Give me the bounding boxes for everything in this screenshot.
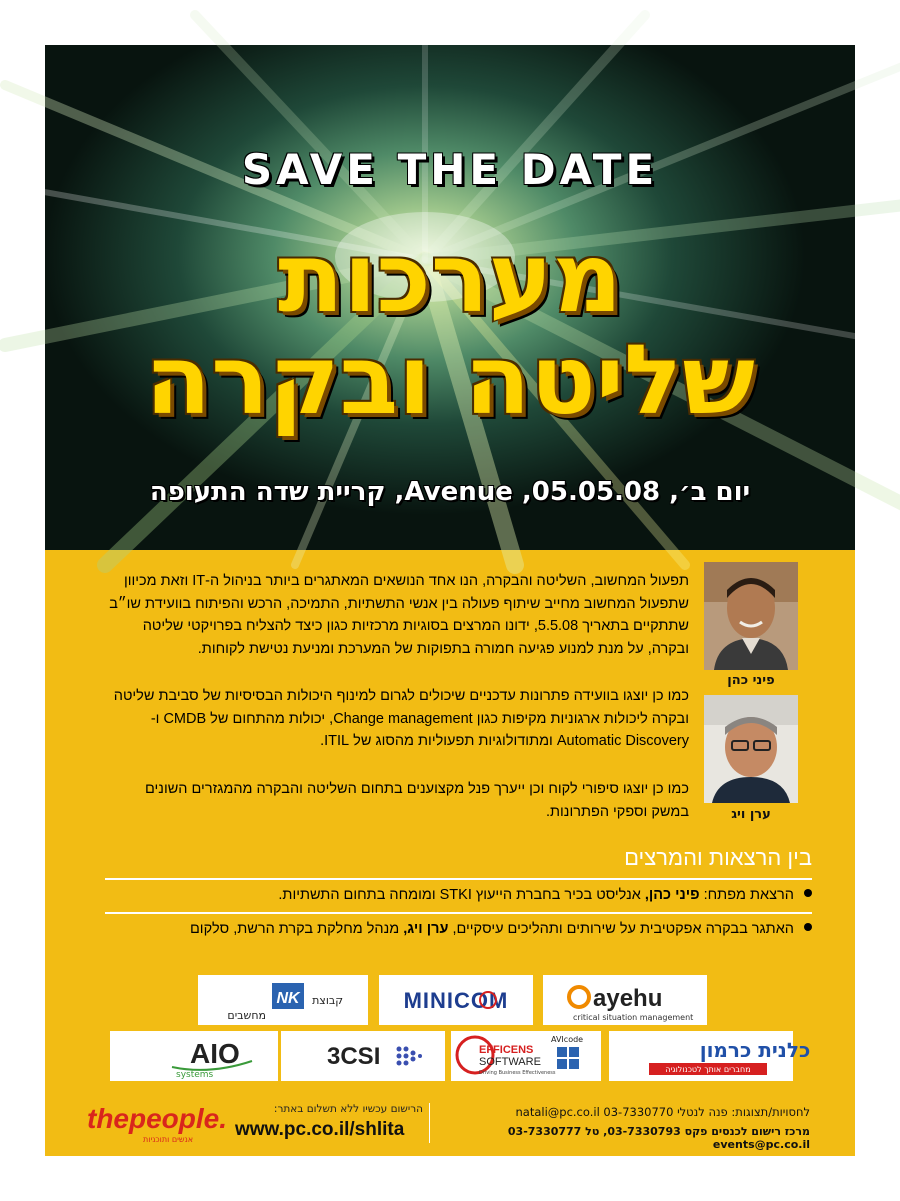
- save-the-date-kicker: SAVE THE DATE: [241, 145, 659, 194]
- efficens-logo-top: EFFICENS: [479, 1044, 534, 1056]
- speaker-name-pini: פיני כהן: [727, 673, 775, 688]
- nk-logo-mark: NK: [276, 990, 300, 1007]
- bullet-icon: [804, 923, 812, 931]
- sponsor-logo-nk: [198, 975, 368, 1025]
- event-title-line2: שליטה ובקרה: [145, 324, 755, 436]
- footer: [45, 1093, 855, 1156]
- avicode-logo-text: AVIcode: [551, 1035, 584, 1044]
- speaker-photo-pini: [704, 562, 798, 670]
- nk-logo-text2: מחשבים: [227, 1009, 266, 1022]
- ayehu-tagline: critical situation management: [573, 1013, 694, 1022]
- sponsor-logo-calanit-carmon: [609, 1031, 811, 1081]
- sponsor-logo-ayehu: [543, 975, 707, 1025]
- event-title-line1: מערכות: [277, 222, 623, 334]
- lecture-lead: האתגר בבקרה אפקטיבית על שירותים ותהליכים עיסקיים,: [448, 921, 794, 937]
- sponsor-logo-3csi: [281, 1031, 445, 1081]
- lecturer-name: פיני כהן,: [644, 887, 700, 903]
- lecture-lead: הרצאת מפתח:: [699, 887, 794, 903]
- footer-divider: [429, 1103, 430, 1143]
- speaker-photo-eran: [704, 695, 798, 803]
- minicom-logo-text: MINICOM: [403, 988, 509, 1013]
- bullet-icon: [804, 889, 812, 897]
- sponsorship-contact: לחסויות/תצוגות: פנה לנטלי 03-7330770 natali@pc.co.il: [515, 1105, 810, 1119]
- registration-note: הרישום עכשיו ללא תשלום באתר:: [273, 1103, 423, 1115]
- nk-logo-text: קבוצת: [312, 994, 343, 1007]
- intro-paragraph: תפעול המחשוב, השליטה והבקרה, הנו אחד הנושאים המאתגרים ביותר בניהול ה-IT וזאת מכיוון שתפעול המחשוב מחייב שיתוף פעולה בין אנשי התשתיות, התמיכה, הרכש והפיתוח בוועידת שו״ב שתתקיים בתאריך 5.5.08, ידונו המרצים בסוגיות מרכזיות כגון כיצד להצליח בפרויקטי שליטה ובקרה, על מנת למנוע פגיעה חמורה בתפוקות של המערכת ומניעת נטישת לקוחות.: [109, 573, 689, 657]
- efficens-tagline: Driving Business Effectiveness: [479, 1070, 556, 1076]
- 3csi-logo-text: 3CSI: [327, 1043, 381, 1070]
- poster: [45, 45, 855, 1156]
- registration-contact: מרכז רישום לכנסים פקס 03-7330793, טל 03-7330777 events@pc.co.il: [507, 1125, 810, 1151]
- solutions-paragraph: כמו כן יוצגו בוועידה פתרונות עדכניים שיכולים לגרום למינוף היכולות הבסיסיות של סביבת שליטה ובקרה ליכולות ארגוניות מקיפות כגון Change management, יכולות מהתחום של CMDB ו- Automatic Discovery ומתודולוגיות תפעוליות מהסוג של ITIL.: [113, 688, 689, 749]
- sponsor-logo-aio: [110, 1031, 278, 1081]
- lecture-item: [105, 921, 812, 937]
- event-date-location: יום ב׳, 05.05.08, Avenue, קריית שדה התעופה: [149, 477, 751, 507]
- thepeople-logo-sub: אנשים ותוכניות: [143, 1135, 194, 1144]
- lecture-rest: מנהל מחלקת בקרת הרשת, סלקום: [189, 921, 404, 937]
- aio-logo-sub: systems: [176, 1070, 214, 1080]
- lecture-rest: אנליסט בכיר בחברת הייעוץ STKI ומומחה בתחום התשתיות.: [278, 887, 645, 903]
- calanit-logo-sub: מחברים אותך לטכנולוגיה: [665, 1065, 751, 1074]
- sponsor-logo-efficens-avicode: [451, 1031, 601, 1081]
- speaker-name-eran: ערן ויג: [731, 807, 771, 822]
- divider: [105, 878, 812, 880]
- sponsor-logo-minicom: [379, 975, 533, 1025]
- hero-banner: [45, 45, 855, 550]
- thepeople-logo: thepeople.: [87, 1103, 228, 1134]
- ayehu-logo-text: ayehu: [593, 985, 663, 1012]
- lectures-heading: בין הרצאות והמרצים: [624, 845, 812, 870]
- event-title: [45, 222, 855, 436]
- registration-link[interactable]: www.pc.co.il/shlita: [235, 1119, 405, 1140]
- panel-paragraph: כמו כן יוצגו סיפורי לקוח וכן ייערך פנל מקצוענים בתחום השליטה והבקרה מהמגזרים השונים במשק וספקי הפתרונות.: [144, 781, 689, 820]
- lecture-item: [105, 887, 812, 903]
- divider: [105, 912, 812, 914]
- lecturer-name: ערן ויג,: [403, 921, 449, 937]
- aio-logo-text: AIO: [190, 1038, 240, 1069]
- efficens-logo-bottom: SOFTWARE: [479, 1056, 541, 1068]
- calanit-logo-text: כלנית כרמון: [699, 1038, 811, 1062]
